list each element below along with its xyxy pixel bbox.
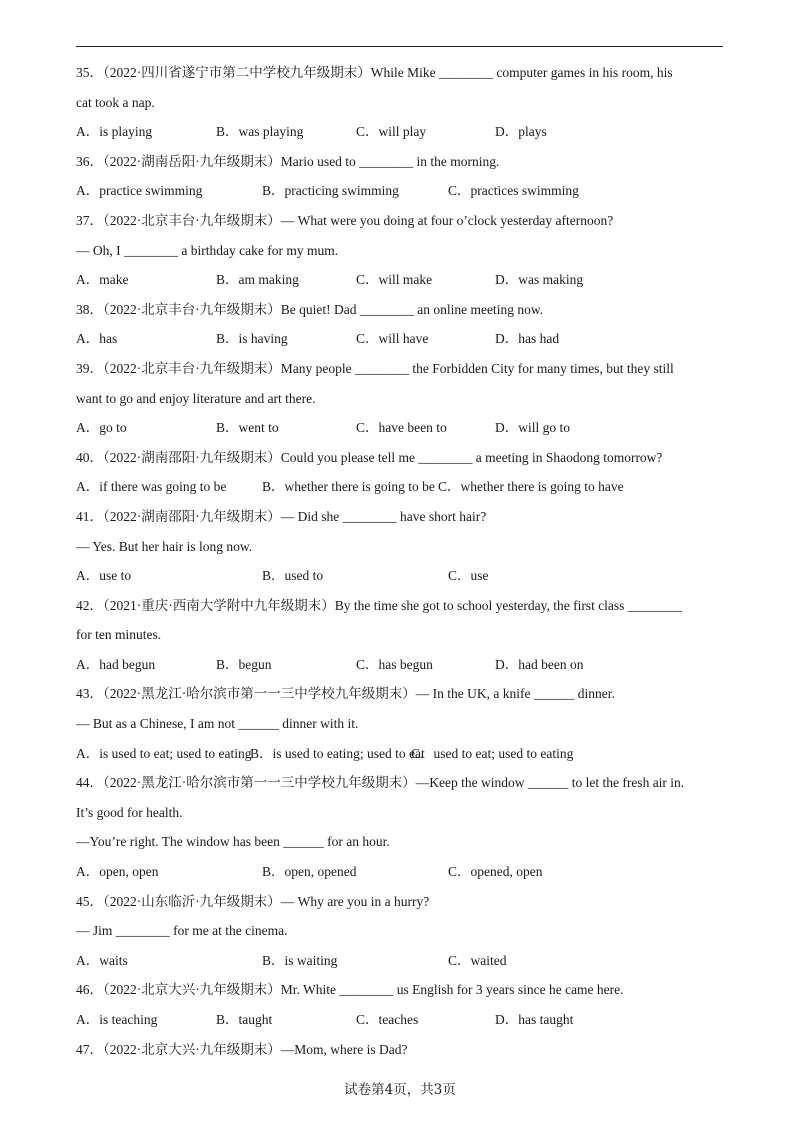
answer-option[interactable]: A．if there was going to be (76, 479, 227, 495)
question-stem: 46．（2022·北京大兴·九年级期末）Mr. White ________ us English for 3 years since he came here. (76, 982, 624, 998)
answer-options (76, 946, 726, 976)
answer-option[interactable]: C．practices swimming (448, 183, 579, 199)
question-continuation: want to go and enjoy literature and art there. (76, 390, 316, 406)
answer-option[interactable]: B．open, opened (262, 864, 357, 880)
answer-option[interactable]: A．make (76, 272, 129, 288)
question-continuation: — Yes. But her hair is long now. (76, 538, 253, 554)
answer-option[interactable]: C．will have (356, 331, 429, 347)
answer-option[interactable]: B．went to (216, 420, 279, 436)
question-continuation: — Oh, I ________ a birthday cake for my mum. (76, 242, 339, 258)
question-item (76, 354, 726, 443)
question-stem: 40．（2022·湖南邵阳·九年级期末）Could you please tell me ________ a meeting in Shaodong tomorrow? (76, 449, 663, 465)
question-continuation: cat took a nap. (76, 94, 155, 110)
answer-option[interactable]: C．opened, open (448, 864, 543, 880)
question-stem: 35．（2022·四川省遂宁市第二中学校九年级期末）While Mike ________ computer games in his room, his (76, 65, 673, 80)
question-item (76, 1035, 726, 1065)
answer-option[interactable]: C．has begun (356, 656, 433, 672)
answer-option[interactable]: A．waits (76, 952, 128, 968)
answer-option[interactable]: D．plays (495, 124, 547, 140)
question-item (76, 295, 726, 354)
answer-options (76, 413, 726, 443)
answer-option[interactable]: A．go to (76, 420, 127, 436)
answer-option[interactable]: B．used to (262, 568, 324, 584)
answer-option[interactable]: B．whether there is going to be (262, 479, 435, 495)
answer-option[interactable]: A．is teaching (76, 1012, 158, 1027)
answer-option[interactable]: B．practicing swimming (262, 183, 399, 199)
top-rule (76, 46, 723, 47)
answer-options (76, 650, 726, 680)
question-item (76, 443, 726, 502)
answer-option[interactable]: A．had begun (76, 656, 156, 672)
answer-option[interactable]: C．teaches (356, 1012, 419, 1027)
answer-options (76, 265, 726, 295)
question-stem: 43．（2022·黑龙江·哈尔滨市第一一三中学校九年级期末）— In the UK, a knife ______ dinner. (76, 686, 615, 702)
answer-option[interactable]: A．practice swimming (76, 183, 203, 199)
answer-options (76, 561, 726, 591)
question-list (76, 58, 726, 1064)
answer-options (76, 176, 726, 206)
answer-option[interactable]: A．has (76, 331, 118, 347)
answer-option[interactable]: B．is having (216, 331, 288, 347)
answer-options (76, 739, 726, 769)
question-stem: 37．（2022·北京丰台·九年级期末）— What were you doing at four o’clock yesterday afternoon? (76, 212, 614, 228)
question-item (76, 58, 726, 147)
answer-option[interactable]: B．is used to eating; used to eat (250, 745, 425, 761)
answer-options (76, 1005, 726, 1035)
question-item (76, 206, 726, 295)
question-item (76, 147, 726, 206)
question-item (76, 502, 726, 591)
page-footer: 试卷第4页，共3页 (344, 1082, 456, 1098)
question-stem: 44．（2022·黑龙江·哈尔滨市第一一三中学校九年级期末）—Keep the window ______ to let the fresh air in. (76, 775, 685, 791)
answer-option[interactable]: A．use to (76, 568, 132, 584)
answer-options (76, 857, 726, 887)
question-stem: 41．（2022·湖南邵阳·九年级期末）— Did she ________ have short hair? (76, 508, 487, 524)
answer-option[interactable]: A．open, open (76, 864, 159, 880)
question-stem: 38．（2022·北京丰台·九年级期末）Be quiet! Dad ________ an online meeting now. (76, 301, 544, 317)
answer-option[interactable]: D．has had (495, 331, 560, 347)
question-continuation: for ten minutes. (76, 627, 162, 643)
answer-option[interactable]: C．will make (356, 272, 433, 288)
answer-option[interactable]: C．will play (356, 124, 427, 140)
answer-option[interactable]: C．whether there is going to have (438, 479, 624, 495)
answer-options (76, 117, 726, 147)
answer-option[interactable]: B．am making (216, 272, 299, 288)
question-stem: 39．（2022·北京丰台·九年级期末）Many people ________ the Forbidden City for many times, but they still (76, 360, 674, 376)
answer-option[interactable]: B．taught (216, 1012, 273, 1027)
question-stem: 47．（2022·北京大兴·九年级期末）—Mom, where is Dad? (76, 1041, 408, 1057)
question-stem: 45．（2022·山东临沂·九年级期末）— Why are you in a hurry? (76, 893, 430, 909)
answer-option[interactable]: C．waited (448, 952, 507, 968)
question-item (76, 591, 726, 680)
answer-options (76, 472, 726, 502)
answer-option[interactable]: D．has taught (495, 1012, 574, 1027)
question-item (76, 768, 726, 886)
answer-option[interactable]: A．is used to eat; used to eating (76, 745, 252, 761)
question-stem: 42．（2021·重庆·西南大学附中九年级期末）By the time she got to school yesterday, the first class ________ (76, 597, 682, 613)
answer-option[interactable]: C．have been to (356, 420, 447, 436)
answer-option[interactable]: D．had been on (495, 656, 584, 672)
question-stem: 36．（2022·湖南岳阳·九年级期末）Mario used to ________ in the morning. (76, 153, 500, 169)
answer-options (76, 324, 726, 354)
question-continuation: — Jim ________ for me at the cinema. (76, 923, 288, 939)
question-continuation: —You’re right. The window has been ______ for an hour. (76, 834, 390, 850)
question-continuation: — But as a Chinese, I am not ______ dinner with it. (76, 716, 359, 732)
answer-option[interactable]: C．use (448, 568, 489, 584)
answer-option[interactable]: B．was playing (216, 124, 304, 140)
question-item (76, 887, 726, 976)
answer-option[interactable]: B．begun (216, 656, 272, 672)
question-continuation: It’s good for health. (76, 804, 183, 820)
answer-option[interactable]: A．is playing (76, 124, 153, 140)
answer-option[interactable]: D．will go to (495, 420, 571, 436)
answer-option[interactable]: D．was making (495, 272, 584, 288)
answer-option[interactable]: C．used to eat; used to eating (411, 745, 574, 761)
answer-option[interactable]: B．is waiting (262, 952, 338, 968)
question-item (76, 975, 726, 1034)
question-item (76, 679, 726, 768)
